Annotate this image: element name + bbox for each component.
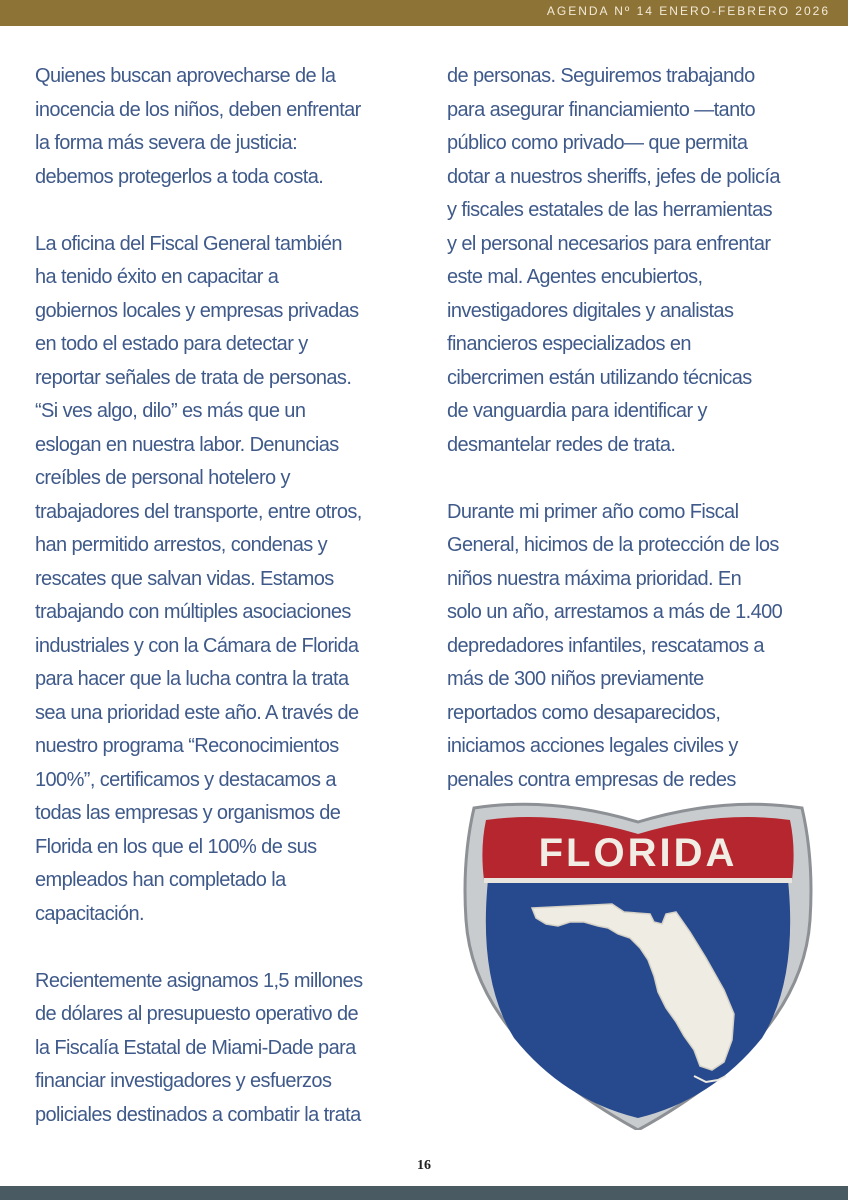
paragraph: Recientemente asignamos 1,5 millones de dólares al presupuesto operativo de la Fiscalía Estatal de Miami-Dade para financiar investigadores y esfuerzos policiales destinados a combatir la trata [35,969,363,1126]
shield-label: FLORIDA [538,831,738,875]
right-column [447,60,837,831]
paragraph: Durante mi primer año como Fiscal General, hicimos de la protección de los niños nuestra máxima prioridad. En solo un año, arrestamos a más de 1.400 depredadores infantiles, rescatamos a más de 300 niños previamente reportados como desaparecidos, iniciamos acciones legales civiles y penales contra empresas de redes [447,500,783,791]
header-bar [0,0,848,26]
paragraph: La oficina del Fiscal General también ha tenido éxito en capacitar a gobiernos locales y empresas privadas en todo el estado para detectar y reportar señales de trata de personas. “Si ves algo, dilo” es más que un eslogan en nuestra labor. Denuncias creíbles de personal hotelero y trabajadores del transporte, entre otros, han permitido arrestos, condenas y rescates que salvan vidas. Estamos trabajando con múltiples asociaciones industriales y con la Cámara de Florida para hacer que la lucha contra la trata sea una prioridad este año. A través de nuestro programa “Reconocimientos 100%”, certificamos y destacamos a todas las empresas y organismos de Florida en los que el 100% de sus empleados han completado la capacitación. [35,232,362,925]
florida-interstate-shield-icon [462,800,814,1130]
paragraph: Quienes buscan aprovecharse de la inocencia de los niños, deben enfrentar la forma más severa de justicia: debemos protegerlos a toda costa. [35,65,361,188]
footer-bar [0,1186,848,1200]
florida-shield-image [462,800,814,1130]
paragraph: de personas. Seguiremos trabajando para asegurar financiamiento —tanto público como privado— que permita dotar a nuestros sheriffs, jefes de policía y fiscales estatales de las herramientas y el personal necesarios para enfrentar este mal. Agentes encubiertos, investigadores digitales y analistas financieros especializados en cibercrimen están utilizando técnicas de vanguardia para identificar y desmantelar redes de trata. [447,65,780,456]
issue-header: AGENDA Nº 14 ENERO-FEBRERO 2026 [546,4,830,18]
page-number: 16 [417,1158,431,1173]
left-column [35,60,425,1166]
